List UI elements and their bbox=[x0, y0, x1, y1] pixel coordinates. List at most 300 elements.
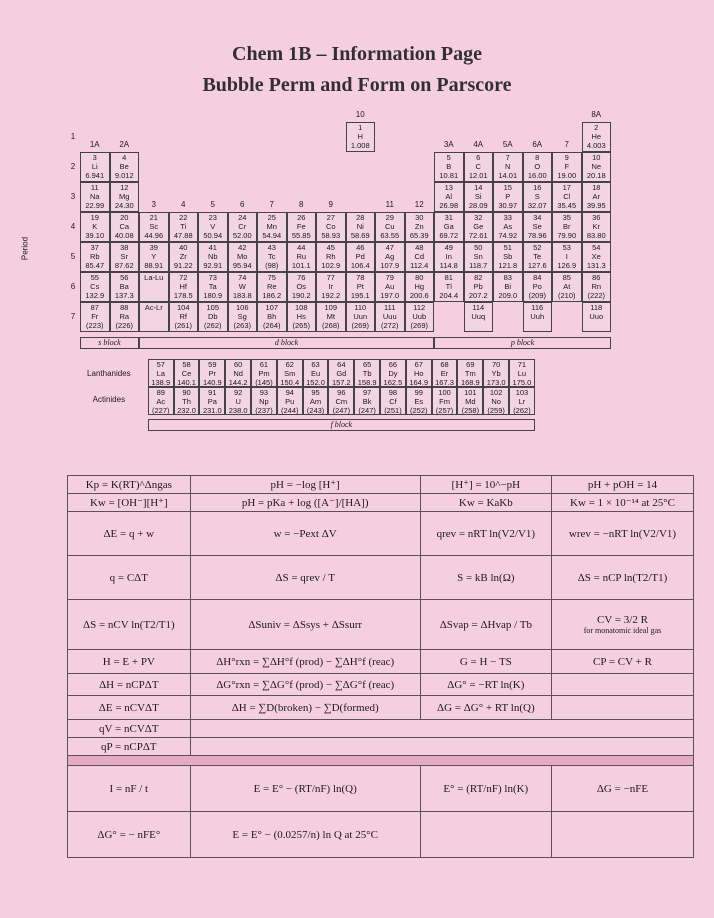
atomic-mass: 232.0 bbox=[177, 406, 196, 415]
element-cell bbox=[169, 242, 199, 272]
element-cell bbox=[405, 212, 435, 242]
atomic-number: 114 bbox=[472, 303, 485, 312]
atomic-number: 78 bbox=[356, 273, 365, 282]
atomic-mass: 65.39 bbox=[409, 231, 429, 240]
atomic-mass: 118.7 bbox=[469, 261, 488, 270]
element-symbol: Y bbox=[151, 252, 157, 261]
element-symbol: Uuh bbox=[530, 312, 545, 321]
equation-row bbox=[68, 650, 694, 674]
atomic-number: 108 bbox=[294, 303, 308, 312]
element-symbol: Ne bbox=[591, 162, 602, 171]
element-cell bbox=[80, 242, 110, 272]
atomic-number: 42 bbox=[238, 243, 247, 252]
element-symbol: Nd bbox=[233, 369, 243, 378]
atomic-mass: (262) bbox=[203, 321, 222, 330]
atomic-mass: 175.0 bbox=[512, 378, 532, 387]
equation-cell bbox=[551, 674, 693, 696]
atomic-number: 79 bbox=[385, 273, 394, 282]
atomic-mass: 78.96 bbox=[527, 231, 547, 240]
element-cell bbox=[169, 272, 199, 302]
equation-cell: qP = nCPΔT bbox=[68, 738, 191, 756]
atomic-number: 80 bbox=[415, 273, 424, 282]
element-cell bbox=[287, 302, 317, 332]
equation-cell: ΔG = −nFE bbox=[551, 766, 693, 812]
atomic-mass: 137.3 bbox=[114, 291, 134, 300]
atomic-mass: 183.8 bbox=[232, 291, 252, 300]
atomic-number: 3 bbox=[92, 153, 97, 162]
atomic-mass: 85.47 bbox=[85, 261, 105, 270]
atomic-mass: 69.72 bbox=[439, 231, 459, 240]
atomic-number: 109 bbox=[324, 303, 337, 312]
element-cell bbox=[110, 152, 140, 182]
atomic-mass: 30.97 bbox=[498, 201, 518, 210]
atomic-number: 41 bbox=[208, 243, 217, 252]
atomic-mass: 101.1 bbox=[291, 261, 311, 270]
element-cell bbox=[582, 242, 612, 272]
atomic-mass: (259) bbox=[487, 406, 505, 415]
element-symbol: Hf bbox=[179, 282, 187, 291]
atomic-number: 23 bbox=[208, 213, 217, 222]
atomic-number: 35 bbox=[562, 213, 571, 222]
element-symbol: As bbox=[503, 222, 513, 231]
atomic-mass: (265) bbox=[292, 321, 310, 330]
element-cell bbox=[257, 212, 287, 242]
equation-cell: G = H − TS bbox=[420, 650, 551, 674]
element-cell bbox=[346, 302, 376, 332]
element-symbol: Sg bbox=[237, 312, 247, 321]
element-cell bbox=[375, 212, 405, 242]
atomic-mass: 195.1 bbox=[350, 291, 370, 300]
periodic-table bbox=[20, 104, 710, 449]
atomic-mass: 6.941 bbox=[85, 171, 105, 180]
atomic-number: 62 bbox=[285, 360, 294, 369]
element-symbol: Fe bbox=[296, 222, 306, 231]
atomic-mass: (268) bbox=[321, 321, 340, 330]
equation-row bbox=[68, 512, 694, 556]
element-symbol: Np bbox=[259, 397, 269, 406]
atomic-mass: (226) bbox=[115, 321, 133, 330]
element-cell bbox=[110, 302, 140, 332]
actinide-cell bbox=[148, 387, 174, 415]
page-subtitle: Bubble Perm and Form on Parscore bbox=[202, 74, 512, 96]
equation-cell bbox=[551, 812, 693, 858]
element-symbol: V bbox=[210, 222, 216, 231]
element-cell bbox=[582, 182, 612, 212]
equation-row bbox=[68, 738, 694, 756]
element-symbol: Ca bbox=[119, 222, 130, 231]
element-cell bbox=[552, 152, 582, 182]
atomic-mass: 88.91 bbox=[144, 261, 164, 270]
element-symbol: Lr bbox=[518, 397, 526, 406]
element-cell bbox=[552, 272, 582, 302]
period-number: 7 bbox=[70, 312, 76, 321]
element-symbol: Fm bbox=[439, 397, 450, 406]
element-symbol: No bbox=[491, 397, 501, 406]
atomic-mass: 83.80 bbox=[586, 231, 606, 240]
atomic-mass: (98) bbox=[265, 261, 279, 270]
atomic-number: 4 bbox=[122, 153, 127, 162]
atomic-mass: 26.98 bbox=[439, 201, 459, 210]
equation-cell: ΔS = qrev / T bbox=[190, 556, 420, 600]
equation-row bbox=[68, 600, 694, 650]
atomic-mass: 24.30 bbox=[114, 201, 134, 210]
atomic-number: 83 bbox=[503, 273, 512, 282]
atomic-number: 12 bbox=[120, 183, 129, 192]
atomic-number: 6 bbox=[476, 153, 481, 162]
element-symbol: Pt bbox=[356, 282, 364, 291]
equation-cell bbox=[420, 812, 551, 858]
element-symbol: Bk bbox=[362, 397, 372, 406]
element-cell bbox=[139, 272, 169, 302]
element-cell bbox=[434, 242, 464, 272]
element-cell bbox=[493, 152, 523, 182]
atomic-mass: (222) bbox=[587, 291, 605, 300]
element-cell bbox=[346, 272, 376, 302]
group-label: 8A bbox=[591, 110, 602, 119]
actinide-cell bbox=[174, 387, 200, 415]
atomic-mass: 114.8 bbox=[439, 261, 458, 270]
lanthanide-cell bbox=[251, 359, 277, 387]
atomic-number: 27 bbox=[326, 213, 335, 222]
element-cell bbox=[434, 182, 464, 212]
element-symbol: Al bbox=[445, 192, 453, 201]
equation-cell: Kw = 1 × 10⁻¹⁴ at 25°C bbox=[551, 494, 693, 512]
atomic-mass: 74.92 bbox=[498, 231, 518, 240]
element-symbol: Zr bbox=[179, 252, 187, 261]
equation-cell: ΔS = nCP ln(T2/T1) bbox=[551, 556, 693, 600]
group-label: 7 bbox=[564, 140, 569, 149]
actinide-cell bbox=[483, 387, 509, 415]
atomic-number: 110 bbox=[354, 303, 367, 312]
element-symbol: Ho bbox=[413, 369, 424, 378]
atomic-number: 51 bbox=[503, 243, 512, 252]
element-cell bbox=[405, 242, 435, 272]
atomic-mass: 1.008 bbox=[350, 141, 370, 150]
equation-cell: H = E + PV bbox=[68, 650, 191, 674]
element-cell bbox=[257, 272, 287, 302]
group-label: 5 bbox=[210, 200, 215, 209]
element-symbol: Mt bbox=[326, 312, 335, 321]
atomic-mass: 131.3 bbox=[586, 261, 606, 270]
atomic-mass: 197.0 bbox=[380, 291, 400, 300]
element-symbol: La-Lu bbox=[144, 273, 164, 282]
element-cell bbox=[257, 242, 287, 272]
actinide-cell bbox=[509, 387, 535, 415]
lanthanide-cell bbox=[380, 359, 406, 387]
atomic-number: 91 bbox=[208, 388, 217, 397]
element-cell bbox=[523, 182, 553, 212]
element-symbol: Sm bbox=[284, 369, 296, 378]
atomic-number: 18 bbox=[592, 183, 601, 192]
atomic-number: 99 bbox=[414, 388, 423, 397]
element-symbol: Es bbox=[414, 397, 424, 406]
lanthanide-cell bbox=[406, 359, 432, 387]
equation-cell: Kp = K(RT)^Δngas bbox=[68, 476, 191, 494]
element-symbol: Pr bbox=[208, 369, 217, 378]
element-symbol: Uuu bbox=[382, 312, 397, 321]
section-divider bbox=[68, 756, 694, 766]
atomic-number: 93 bbox=[259, 388, 269, 397]
atomic-number: 60 bbox=[233, 360, 243, 369]
element-symbol: Bh bbox=[267, 312, 277, 321]
element-symbol: Sr bbox=[120, 252, 128, 261]
atomic-number: 38 bbox=[120, 243, 129, 252]
equation-table bbox=[67, 475, 694, 858]
atomic-number: 44 bbox=[297, 243, 306, 252]
atomic-number: 73 bbox=[208, 273, 217, 282]
element-symbol: C bbox=[475, 162, 481, 171]
atomic-mass: 138.9 bbox=[151, 378, 171, 387]
atomic-mass: 209.0 bbox=[498, 291, 518, 300]
element-symbol: Tm bbox=[464, 369, 476, 378]
atomic-number: 1 bbox=[358, 123, 363, 132]
element-cell bbox=[434, 272, 464, 302]
period-number: 2 bbox=[70, 162, 76, 171]
atomic-mass: 87.62 bbox=[114, 261, 134, 270]
atomic-number: 68 bbox=[440, 360, 449, 369]
element-symbol: Db bbox=[207, 312, 218, 321]
atomic-number: 43 bbox=[267, 243, 276, 252]
element-cell bbox=[198, 302, 228, 332]
element-symbol: Os bbox=[296, 282, 307, 291]
actinide-cell bbox=[328, 387, 354, 415]
equation-cell: Kw = KaKb bbox=[420, 494, 551, 512]
atomic-mass: (227) bbox=[151, 406, 170, 415]
atomic-number: 100 bbox=[438, 388, 451, 397]
atomic-number: 111 bbox=[384, 303, 396, 312]
equation-cell: qrev = nRT ln(V2/V1) bbox=[420, 512, 551, 556]
atomic-number: 89 bbox=[156, 388, 165, 397]
equation-cell: ΔG = ΔG° + RT ln(Q) bbox=[420, 696, 551, 720]
equation-cell: pH + pOH = 14 bbox=[551, 476, 693, 494]
period-number: 6 bbox=[70, 282, 76, 291]
element-symbol: Gd bbox=[336, 369, 347, 378]
lanthanide-cell bbox=[328, 359, 354, 387]
atomic-mass: 58.69 bbox=[350, 231, 370, 240]
actinide-cell bbox=[457, 387, 483, 415]
element-cell bbox=[582, 122, 612, 152]
atomic-number: 24 bbox=[238, 213, 247, 222]
equation-cell: ΔH = ∑D(broken) − ∑D(formed) bbox=[190, 696, 420, 720]
period-number: 5 bbox=[70, 252, 76, 261]
element-symbol: Cu bbox=[384, 222, 395, 231]
atomic-number: 94 bbox=[285, 388, 294, 397]
lanthanide-cell bbox=[432, 359, 458, 387]
element-symbol: Ge bbox=[473, 222, 484, 231]
equation-row bbox=[68, 766, 694, 812]
atomic-number: 88 bbox=[120, 303, 129, 312]
element-cell bbox=[346, 212, 376, 242]
atomic-mass: 50.94 bbox=[203, 231, 223, 240]
element-cell bbox=[405, 302, 435, 332]
element-cell bbox=[582, 152, 612, 182]
element-cell bbox=[523, 212, 553, 242]
element-symbol: Fr bbox=[91, 312, 99, 321]
atomic-mass: 231.0 bbox=[202, 406, 222, 415]
atomic-mass: 39.10 bbox=[85, 231, 105, 240]
element-symbol: Pm bbox=[258, 369, 270, 378]
atomic-mass: 39.95 bbox=[586, 201, 606, 210]
atomic-number: 98 bbox=[388, 388, 398, 397]
atomic-number: 59 bbox=[208, 360, 217, 369]
element-symbol: U bbox=[235, 397, 241, 406]
equation-cell: ΔG° = − nFE° bbox=[68, 812, 191, 858]
atomic-mass: (247) bbox=[358, 406, 376, 415]
atomic-number: 53 bbox=[562, 243, 571, 252]
element-cell bbox=[316, 212, 346, 242]
actinide-cell bbox=[380, 387, 406, 415]
atomic-number: 37 bbox=[90, 243, 99, 252]
element-symbol: Hs bbox=[296, 312, 306, 321]
monatomic-note: for monatomic ideal gas bbox=[583, 626, 662, 635]
atomic-mass: (237) bbox=[255, 406, 273, 415]
actinide-cell bbox=[251, 387, 277, 415]
element-symbol: Na bbox=[89, 192, 100, 201]
element-symbol: Kr bbox=[592, 222, 600, 231]
atomic-number: 71 bbox=[517, 360, 527, 369]
atomic-mass: (262) bbox=[513, 406, 531, 415]
element-symbol: Pb bbox=[473, 282, 483, 291]
element-symbol: S bbox=[534, 192, 540, 201]
atomic-mass: 173.0 bbox=[486, 378, 506, 387]
element-symbol: H bbox=[357, 132, 363, 141]
atomic-number: 107 bbox=[265, 303, 278, 312]
page-title: Chem 1B – Information Page bbox=[232, 43, 482, 65]
equation-cell: ΔSvap = ΔHvap / Tb bbox=[420, 600, 551, 650]
element-symbol: Au bbox=[385, 282, 395, 291]
equation-cell: CP = CV + R bbox=[551, 650, 693, 674]
element-symbol: Md bbox=[465, 397, 476, 406]
lanthanide-cell bbox=[199, 359, 225, 387]
element-cell bbox=[287, 242, 317, 272]
atomic-mass: 95.94 bbox=[232, 261, 252, 270]
atomic-mass: 127.6 bbox=[527, 261, 547, 270]
element-symbol: Po bbox=[532, 282, 542, 291]
atomic-mass: 72.61 bbox=[468, 231, 488, 240]
element-symbol: Cl bbox=[563, 192, 571, 201]
element-cell bbox=[434, 212, 464, 242]
atomic-number: 105 bbox=[206, 303, 219, 312]
atomic-number: 13 bbox=[444, 183, 453, 192]
atomic-number: 46 bbox=[356, 243, 365, 252]
block-label-d: d block bbox=[139, 337, 434, 349]
element-symbol: Am bbox=[309, 397, 322, 406]
element-symbol: Ra bbox=[119, 312, 130, 321]
element-cell bbox=[375, 272, 405, 302]
equation-cell: ΔE = nCVΔT bbox=[68, 696, 191, 720]
equation-row bbox=[68, 812, 694, 858]
atomic-mass: (223) bbox=[85, 321, 104, 330]
atomic-number: 84 bbox=[533, 273, 542, 282]
atomic-number: 33 bbox=[503, 213, 512, 222]
atomic-mass: 178.5 bbox=[173, 291, 193, 300]
element-symbol: Ta bbox=[208, 282, 217, 291]
equation-cell: w = −Pext ΔV bbox=[190, 512, 420, 556]
element-symbol: Ba bbox=[119, 282, 129, 291]
element-symbol: Si bbox=[474, 192, 482, 201]
element-symbol: Eu bbox=[310, 369, 321, 378]
atomic-mass: 40.08 bbox=[114, 231, 134, 240]
block-label-f: f block bbox=[148, 419, 535, 431]
element-cell bbox=[198, 242, 228, 272]
equation-cell: E = E° − (0.0257/n) ln Q at 25°C bbox=[190, 812, 420, 858]
atomic-mass: 168.9 bbox=[460, 378, 480, 387]
atomic-mass: 10.81 bbox=[439, 171, 459, 180]
equation-cell bbox=[551, 696, 693, 720]
element-cell bbox=[257, 302, 287, 332]
atomic-number: 74 bbox=[238, 273, 247, 282]
element-cell bbox=[493, 182, 523, 212]
actinides-label: Actinides bbox=[92, 395, 126, 404]
atomic-mass: 35.45 bbox=[557, 201, 577, 210]
atomic-mass: (269) bbox=[410, 321, 428, 330]
group-label: 11 bbox=[385, 200, 394, 209]
element-symbol: Rf bbox=[179, 312, 187, 321]
element-cell bbox=[228, 302, 258, 332]
element-cell bbox=[287, 272, 317, 302]
group-label: 5A bbox=[502, 140, 513, 149]
atomic-mass: 238.0 bbox=[228, 406, 248, 415]
element-symbol: O bbox=[534, 162, 541, 171]
atomic-number: 40 bbox=[179, 243, 188, 252]
atomic-mass: 58.93 bbox=[321, 231, 341, 240]
element-symbol: W bbox=[238, 282, 246, 291]
atomic-number: 77 bbox=[326, 273, 335, 282]
element-symbol: Ce bbox=[181, 369, 192, 378]
equation-cell: I = nF / t bbox=[68, 766, 191, 812]
element-cell bbox=[316, 242, 346, 272]
lanthanide-cell bbox=[174, 359, 200, 387]
element-symbol: I bbox=[565, 252, 568, 261]
atomic-mass: (272) bbox=[380, 321, 399, 330]
lanthanide-cell bbox=[483, 359, 509, 387]
atomic-mass: 14.01 bbox=[498, 171, 518, 180]
element-symbol: Zn bbox=[414, 222, 424, 231]
element-cell bbox=[464, 152, 494, 182]
atomic-mass: 92.91 bbox=[203, 261, 223, 270]
atomic-mass: (252) bbox=[409, 406, 428, 415]
atomic-mass: 28.09 bbox=[468, 201, 488, 210]
atomic-mass: 20.18 bbox=[586, 171, 606, 180]
atomic-mass: (145) bbox=[255, 378, 273, 387]
equation-cell: ΔH°rxn = ∑ΔH°f (prod) − ∑ΔH°f (reac) bbox=[190, 650, 420, 674]
equation-cell: ΔSuniv = ΔSsys + ΔSsurr bbox=[190, 600, 420, 650]
atomic-mass: 9.012 bbox=[114, 171, 134, 180]
atomic-mass: 121.8 bbox=[498, 261, 518, 270]
element-symbol: Dy bbox=[388, 369, 398, 378]
element-cell bbox=[80, 212, 110, 242]
element-symbol: Mo bbox=[237, 252, 248, 261]
element-cell bbox=[493, 242, 523, 272]
element-symbol: Se bbox=[532, 222, 542, 231]
equation-cell: ΔE = q + w bbox=[68, 512, 191, 556]
atomic-number: 67 bbox=[414, 360, 423, 369]
atomic-mass: 63.55 bbox=[380, 231, 400, 240]
element-cell bbox=[80, 302, 110, 332]
element-cell bbox=[493, 212, 523, 242]
group-label: 10 bbox=[355, 110, 365, 119]
atomic-mass: (258) bbox=[461, 406, 480, 415]
atomic-number: 72 bbox=[179, 273, 188, 282]
atomic-number: 21 bbox=[149, 213, 158, 222]
equation-cell: E° = (RT/nF) ln(K) bbox=[420, 766, 551, 812]
element-cell bbox=[464, 242, 494, 272]
atomic-number: 52 bbox=[533, 243, 542, 252]
atomic-number: 2 bbox=[594, 123, 599, 132]
atomic-number: 90 bbox=[182, 388, 191, 397]
atomic-number: 22 bbox=[179, 213, 188, 222]
atomic-mass: 150.4 bbox=[280, 378, 300, 387]
